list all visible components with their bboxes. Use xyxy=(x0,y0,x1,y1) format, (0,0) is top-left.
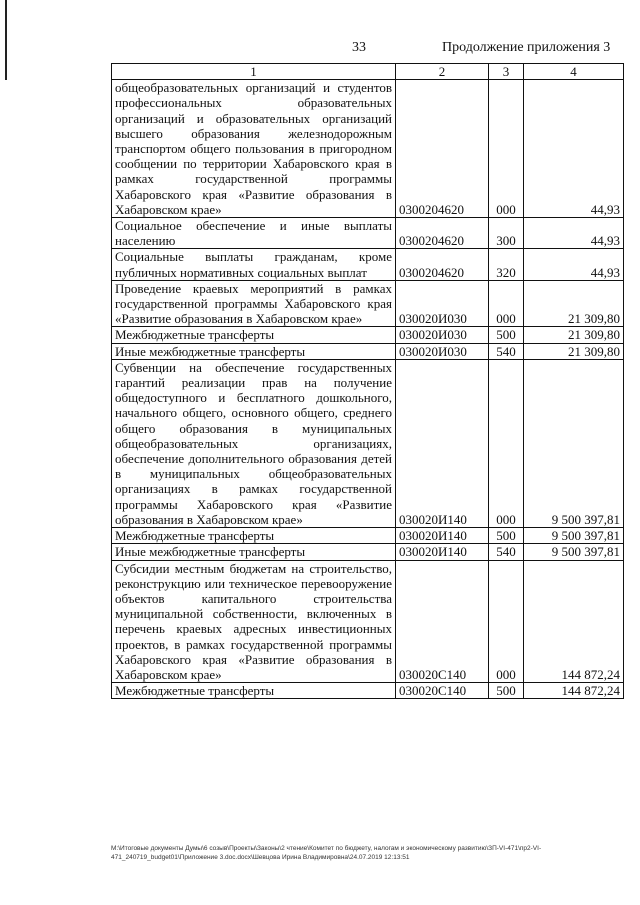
row-amount-cell: 144 872,24 xyxy=(524,683,624,699)
row-amount-cell: 21 309,80 xyxy=(524,343,624,359)
row-name-cell: Межбюджетные трансферты xyxy=(112,528,396,544)
page-edge-mark xyxy=(5,0,7,80)
table-row xyxy=(112,343,624,359)
row-amount-cell: 9 500 397,81 xyxy=(524,544,624,560)
table-row xyxy=(112,359,624,527)
table-row xyxy=(112,280,624,327)
row-amount-cell: 21 309,80 xyxy=(524,327,624,343)
row-code-cell: 0300204620 xyxy=(396,218,489,249)
row-type-cell: 540 xyxy=(489,343,524,359)
table-row xyxy=(112,683,624,699)
row-name-cell: общеобразовательных организаций и студентов профессиональных образовательных организаций и образовательных организаций высшего образования железнодорожным транспортом общего пользования в пригородном сообщении по территории Хабаровского края в рамках государственной программы Хабаровского края «Развитие образования в Хабаровском крае» xyxy=(112,80,396,218)
row-code-cell: 030020И140 xyxy=(396,544,489,560)
row-code-cell: 030020С140 xyxy=(396,683,489,699)
column-header: 3 xyxy=(489,64,524,80)
row-amount-cell: 44,93 xyxy=(524,249,624,280)
row-amount-cell: 44,93 xyxy=(524,218,624,249)
row-name-cell: Социальные выплаты гражданам, кроме публичных нормативных социальных выплат xyxy=(112,249,396,280)
row-code-cell: 030020С140 xyxy=(396,560,489,683)
row-name-cell: Межбюджетные трансферты xyxy=(112,683,396,699)
table-row xyxy=(112,80,624,218)
row-type-cell: 500 xyxy=(489,327,524,343)
row-code-cell: 030020И030 xyxy=(396,280,489,327)
row-code-cell: 0300204620 xyxy=(396,249,489,280)
footer-line: 471_240719_budget01\Приложение 3.doc.docx\Шевцова Ирина Владимировна\24.07.2019 12:13:51 xyxy=(111,854,410,861)
column-header: 2 xyxy=(396,64,489,80)
table-row xyxy=(112,249,624,280)
row-amount-cell: 9 500 397,81 xyxy=(524,359,624,527)
row-type-cell: 540 xyxy=(489,544,524,560)
row-type-cell: 320 xyxy=(489,249,524,280)
budget-table xyxy=(111,63,624,699)
row-type-cell: 000 xyxy=(489,80,524,218)
row-type-cell: 000 xyxy=(489,560,524,683)
column-header: 1 xyxy=(112,64,396,80)
page-number: 33 xyxy=(352,40,366,55)
table-row xyxy=(112,528,624,544)
table-row xyxy=(112,560,624,683)
row-code-cell: 030020И140 xyxy=(396,359,489,527)
footer-line: M:\Итоговые документы Думы\6 созыв\Проекты\Законы\2 чтение\Комитет по бюджету, налогам и экономическому развитию\ЗП-VI-471\пр2-VI- xyxy=(111,845,542,852)
row-code-cell: 030020И140 xyxy=(396,528,489,544)
row-name-cell: Межбюджетные трансферты xyxy=(112,327,396,343)
row-name-cell: Проведение краевых мероприятий в рамках государственной программы Хабаровского края «Развитие образования в Хабаровском крае» xyxy=(112,280,396,327)
row-type-cell: 000 xyxy=(489,280,524,327)
row-type-cell: 500 xyxy=(489,683,524,699)
row-name-cell: Субсидии местным бюджетам на строительство, реконструкцию или техническое перевооружение объектов капитального строительства муниципальной собственности, включенных в перечень краевых адресных инвестиционных проектов, в рамках государственной программы Хабаровского края «Развитие образования в Хабаровском крае» xyxy=(112,560,396,683)
row-type-cell: 000 xyxy=(489,359,524,527)
column-header: 4 xyxy=(524,64,624,80)
row-code-cell: 0300204620 xyxy=(396,80,489,218)
continuation-label: Продолжение приложения 3 xyxy=(442,40,611,55)
row-amount-cell: 21 309,80 xyxy=(524,280,624,327)
row-name-cell: Социальное обеспечение и иные выплаты населению xyxy=(112,218,396,249)
row-name-cell: Субвенции на обеспечение государственных гарантий реализации прав на получение общедоступного и бесплатного дошкольного, начального общего, основного общего, среднего общего образования в муниципальных общеобразовательных организациях, обеспечение дополнительного образования детей в муниципальных общеобразовательных организациях в рамках государственной программы Хабаровского края «Развитие образования в Хабаровском крае» xyxy=(112,359,396,527)
table-row xyxy=(112,544,624,560)
row-code-cell: 030020И030 xyxy=(396,327,489,343)
table-row xyxy=(112,218,624,249)
row-type-cell: 300 xyxy=(489,218,524,249)
file-path-footer xyxy=(111,844,623,862)
table-row xyxy=(112,327,624,343)
row-code-cell: 030020И030 xyxy=(396,343,489,359)
table-header-row xyxy=(112,64,624,80)
row-name-cell: Иные межбюджетные трансферты xyxy=(112,544,396,560)
row-type-cell: 500 xyxy=(489,528,524,544)
row-name-cell: Иные межбюджетные трансферты xyxy=(112,343,396,359)
row-amount-cell: 44,93 xyxy=(524,80,624,218)
row-amount-cell: 9 500 397,81 xyxy=(524,528,624,544)
row-amount-cell: 144 872,24 xyxy=(524,560,624,683)
